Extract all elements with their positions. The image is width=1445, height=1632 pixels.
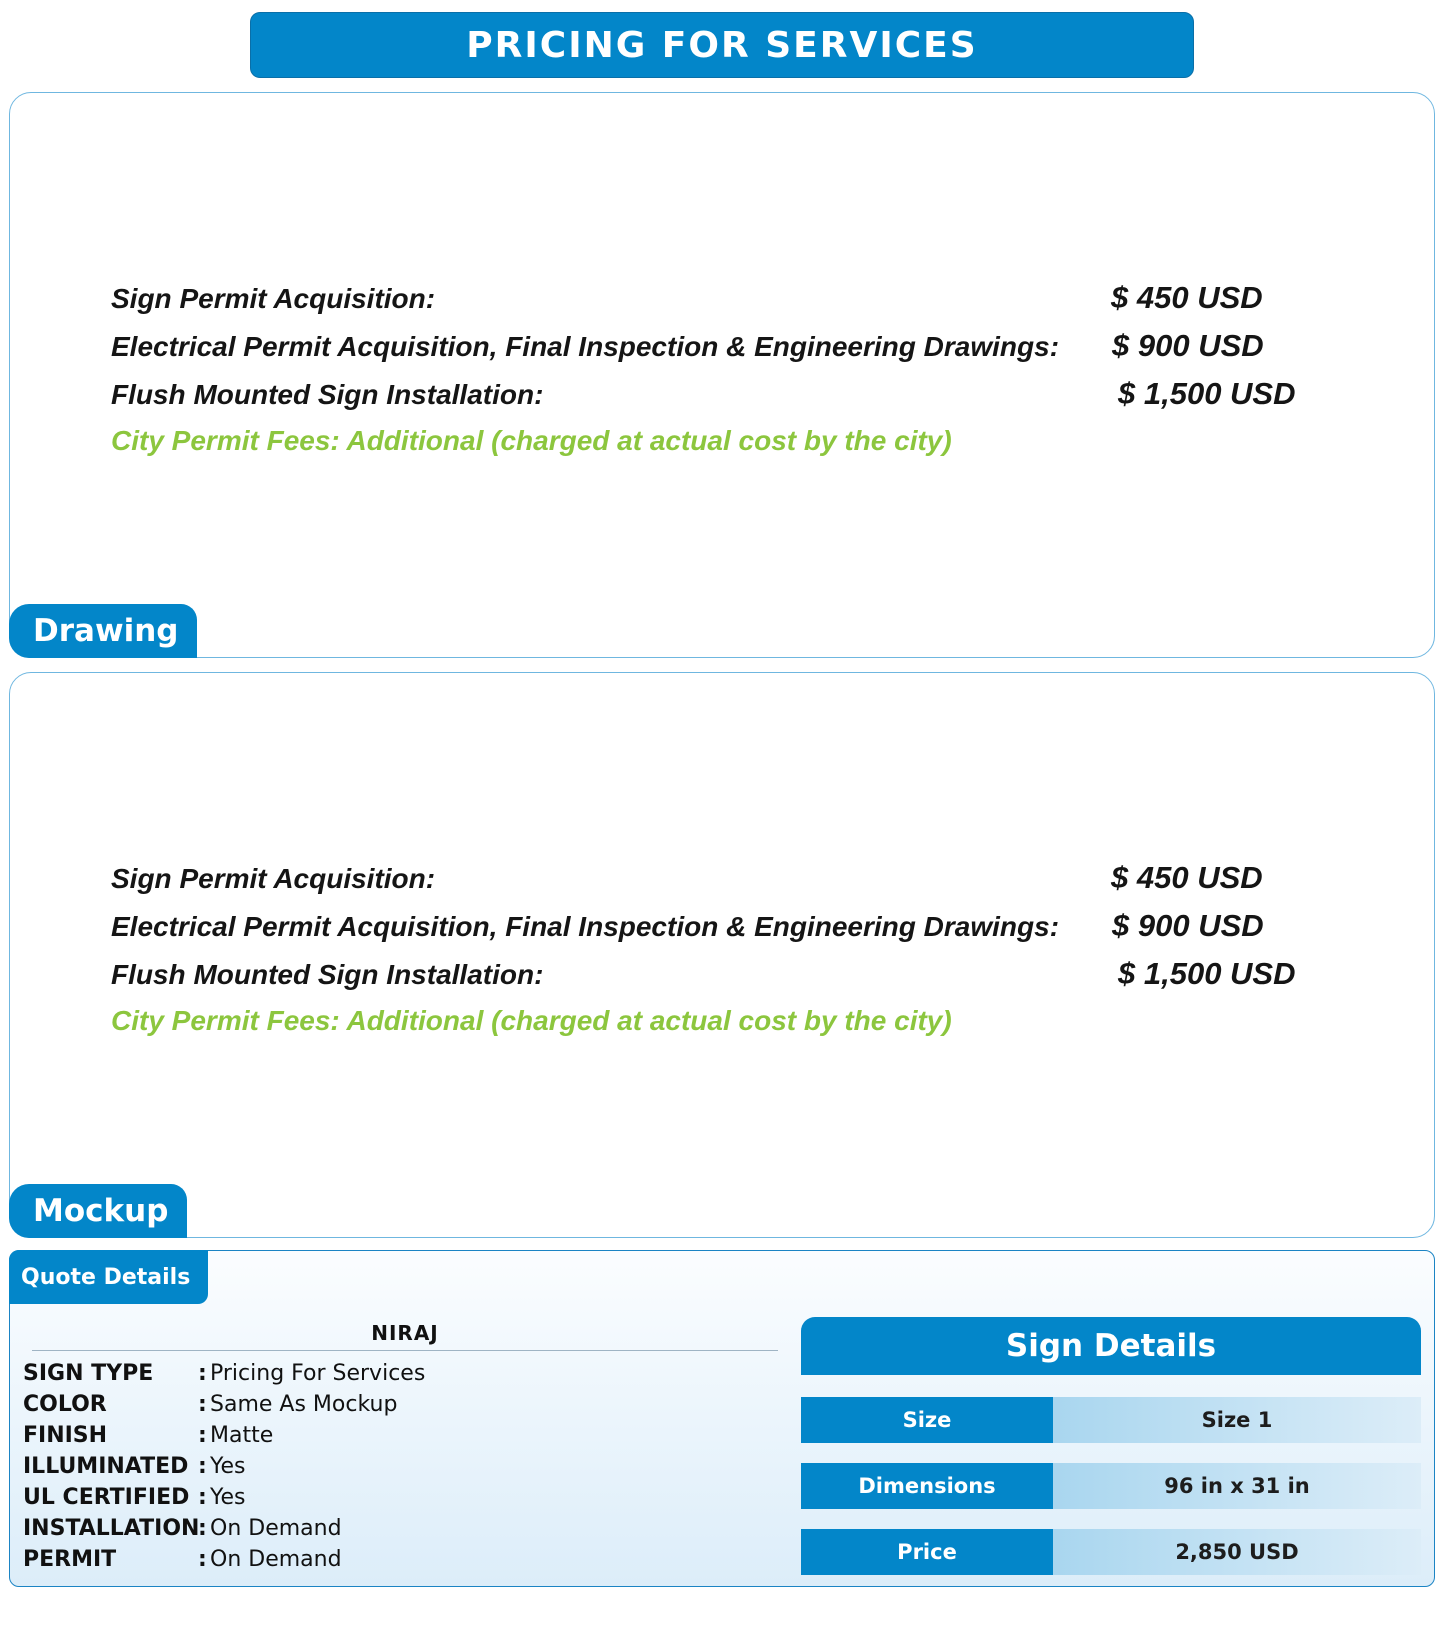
price-line xyxy=(111,860,1361,903)
spec-key: PERMIT xyxy=(23,1547,117,1572)
price-value: $ 900 USD xyxy=(1112,328,1264,363)
price-line xyxy=(111,328,1361,371)
spec-separator: : xyxy=(198,1392,207,1417)
price-label: Sign Permit Acquisition: xyxy=(111,283,436,314)
spec-separator: : xyxy=(198,1485,207,1510)
price-line xyxy=(111,376,1361,419)
tab-drawing[interactable]: Drawing xyxy=(9,604,197,658)
spec-value: On Demand xyxy=(210,1547,342,1572)
price-value: $ 1,500 USD xyxy=(1118,376,1296,411)
spec-key: SIGN TYPE xyxy=(23,1361,154,1386)
price-label: Flush Mounted Sign Installation: xyxy=(111,379,544,410)
city-fee-note: City Permit Fees: Additional (charged at actual cost by the city) xyxy=(111,425,952,456)
quote-details-panel xyxy=(9,1250,1435,1587)
drawing-panel xyxy=(9,92,1435,658)
spec-value: On Demand xyxy=(210,1516,342,1541)
price-value: $ 900 USD xyxy=(1112,908,1264,943)
sign-details-title: Sign Details xyxy=(801,1317,1421,1375)
sign-detail-key: Price xyxy=(801,1529,1053,1575)
spec-key: COLOR xyxy=(23,1392,107,1417)
quote-details-tab: Quote Details xyxy=(9,1250,208,1304)
spec-separator: : xyxy=(198,1361,207,1386)
page-title: PRICING FOR SERVICES xyxy=(250,12,1194,78)
sign-detail-key: Dimensions xyxy=(801,1463,1053,1509)
spec-key: INSTALLATION xyxy=(23,1516,200,1541)
spec-separator: : xyxy=(198,1454,207,1479)
divider xyxy=(32,1350,778,1351)
sign-detail-value: Size 1 xyxy=(1053,1397,1421,1443)
sign-detail-value: 96 in x 31 in xyxy=(1053,1463,1421,1509)
spec-separator: : xyxy=(198,1547,207,1572)
sign-detail-value: 2,850 USD xyxy=(1053,1529,1421,1575)
spec-value: Same As Mockup xyxy=(210,1392,398,1417)
price-value: $ 450 USD xyxy=(1111,280,1263,315)
sign-detail-row-dimensions xyxy=(801,1463,1421,1509)
price-value: $ 1,500 USD xyxy=(1118,956,1296,991)
tab-mockup[interactable]: Mockup xyxy=(9,1184,187,1238)
price-label: Electrical Permit Acquisition, Final Inspection & Engineering Drawings: xyxy=(111,911,1060,942)
price-line xyxy=(111,908,1361,951)
price-value: $ 450 USD xyxy=(1111,860,1263,895)
city-fee-note: City Permit Fees: Additional (charged at actual cost by the city) xyxy=(111,1005,952,1036)
price-line xyxy=(111,280,1361,323)
spec-key: FINISH xyxy=(23,1423,108,1448)
sign-detail-row-price xyxy=(801,1529,1421,1575)
price-label: Electrical Permit Acquisition, Final Inspection & Engineering Drawings: xyxy=(111,331,1060,362)
spec-value: Matte xyxy=(210,1423,274,1448)
mockup-panel xyxy=(9,672,1435,1238)
price-label: Sign Permit Acquisition: xyxy=(111,863,436,894)
spec-key: UL CERTIFIED xyxy=(23,1485,190,1510)
spec-key: ILLUMINATED xyxy=(23,1454,189,1479)
spec-separator: : xyxy=(198,1423,207,1448)
sign-detail-key: Size xyxy=(801,1397,1053,1443)
price-label: Flush Mounted Sign Installation: xyxy=(111,959,544,990)
spec-value: Pricing For Services xyxy=(210,1361,426,1386)
spec-separator: : xyxy=(198,1516,207,1541)
price-line xyxy=(111,956,1361,999)
sign-detail-row-size xyxy=(801,1397,1421,1443)
spec-value: Yes xyxy=(210,1485,246,1510)
customer-name: NIRAJ xyxy=(371,1321,439,1345)
spec-value: Yes xyxy=(210,1454,246,1479)
